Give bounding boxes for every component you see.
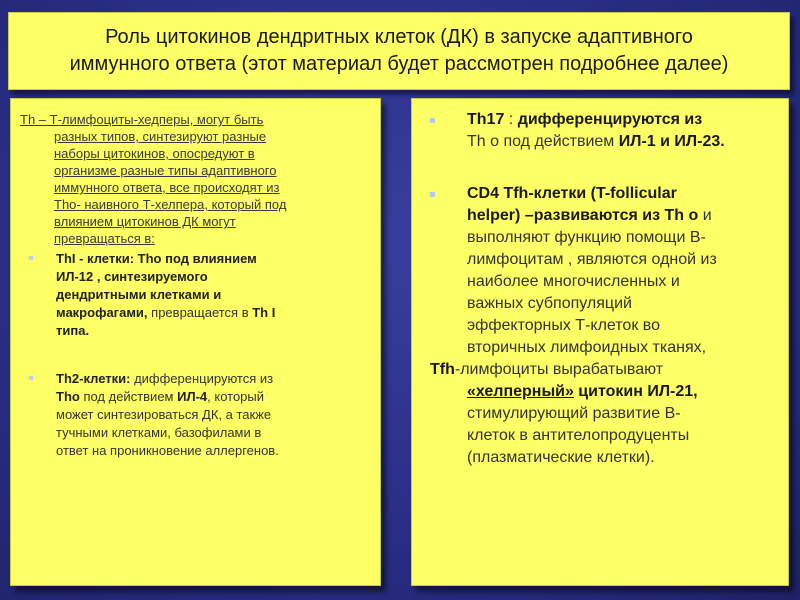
left-panel xyxy=(10,98,381,586)
th2-line: под действием xyxy=(79,389,178,404)
th1-line: превращается в xyxy=(147,305,253,320)
tfh-line: helper) –развиваются из Th o xyxy=(467,207,699,224)
th1-line: макрофагами, xyxy=(56,305,148,320)
th1-line: ИЛ-12 , синтезируемого xyxy=(56,269,208,284)
th2-line: ответ на проникновение аллергенов. xyxy=(56,443,279,458)
th17-line: Th17 xyxy=(467,111,505,128)
th17-line: дифференцируются из xyxy=(517,111,703,128)
intro-line: влиянием цитокинов ДК могут xyxy=(54,214,236,229)
title-line-2: иммунного ответа (этот материал будет рассмотрен подробнее далее) xyxy=(69,53,729,75)
intro-line: Tho- наивного Т-хелпера, который под xyxy=(54,197,287,212)
th17-line: Th o xyxy=(467,133,500,150)
th1-line: Th I xyxy=(252,305,276,320)
th2-line: Th2-клетки: xyxy=(56,371,131,386)
right-panel xyxy=(411,98,789,586)
tfh-line: лимфоцитам , являются одной из xyxy=(467,251,717,268)
th17-line: ИЛ-1 и ИЛ-23. xyxy=(618,133,725,150)
bullet-icon xyxy=(29,256,33,260)
th2-line: может синтезироваться ДК, а также xyxy=(56,407,272,422)
tfh-para-line: Tfh xyxy=(430,361,455,378)
th2-line: ИЛ-4 xyxy=(177,389,208,404)
th1-line: дендритными клетками и xyxy=(56,287,222,302)
intro-line: наборы цитокинов, опосредуют в xyxy=(54,146,255,161)
tfh-paragraph xyxy=(422,359,774,469)
bullet-icon xyxy=(29,376,33,380)
intro-text xyxy=(20,111,366,247)
tfh-line: и xyxy=(698,207,712,224)
th2-line: Tho xyxy=(56,389,80,404)
intro-line: организме разные типы адаптивного xyxy=(54,163,277,178)
th17-line: под действием xyxy=(499,133,619,150)
bullet-icon xyxy=(430,192,435,197)
tfh-line: CD4 Tfh-клетки (T-follicular xyxy=(467,185,677,202)
title-box xyxy=(8,12,790,90)
th17-item xyxy=(422,109,774,153)
intro-line: Th – Т-лимфоциты-хедперы, могут быть xyxy=(20,112,264,127)
bullet-icon xyxy=(430,118,435,123)
th2-item xyxy=(20,370,366,460)
tfh-line: наиболее многочисленных и xyxy=(467,273,680,290)
tfh-para-line: цитокин ИЛ-21, xyxy=(573,383,698,400)
intro-line: превращаться в: xyxy=(54,231,155,246)
th2-line: дифференцируются из xyxy=(130,371,274,386)
tfh-item xyxy=(422,183,774,359)
tfh-para-line: «хелперный» xyxy=(467,383,574,400)
tfh-line: эффекторных Т-клеток во xyxy=(467,317,660,334)
tfh-line: важных субпопуляций xyxy=(467,295,632,312)
th2-line: тучными клетками, базофилами в xyxy=(56,425,262,440)
tfh-para-line: -лимфоциты вырабатывают xyxy=(454,361,664,378)
tfh-line: выполняют функцию помощи В- xyxy=(467,229,706,246)
tfh-para-line: клеток в антителопродуценты xyxy=(467,427,690,444)
th1-line: ThI - клетки: Tho под влиянием xyxy=(56,251,257,266)
tfh-para-line: (плазматические клетки). xyxy=(467,449,655,466)
th1-item xyxy=(20,250,366,340)
intro-line: иммунного ответа, все происходят из xyxy=(54,180,280,195)
tfh-line: вторичных лимфоидных тканях, xyxy=(467,339,707,356)
title-line-1: Роль цитокинов дендритных клеток (ДК) в запуске адаптивного xyxy=(105,26,693,48)
intro-line: разных типов, синтезируют разные xyxy=(54,129,267,144)
th17-line: : xyxy=(504,111,518,128)
th1-line: типа. xyxy=(56,323,90,338)
tfh-para-line: стимулирующий развитие В- xyxy=(467,405,681,422)
th2-line: , который xyxy=(207,389,265,404)
